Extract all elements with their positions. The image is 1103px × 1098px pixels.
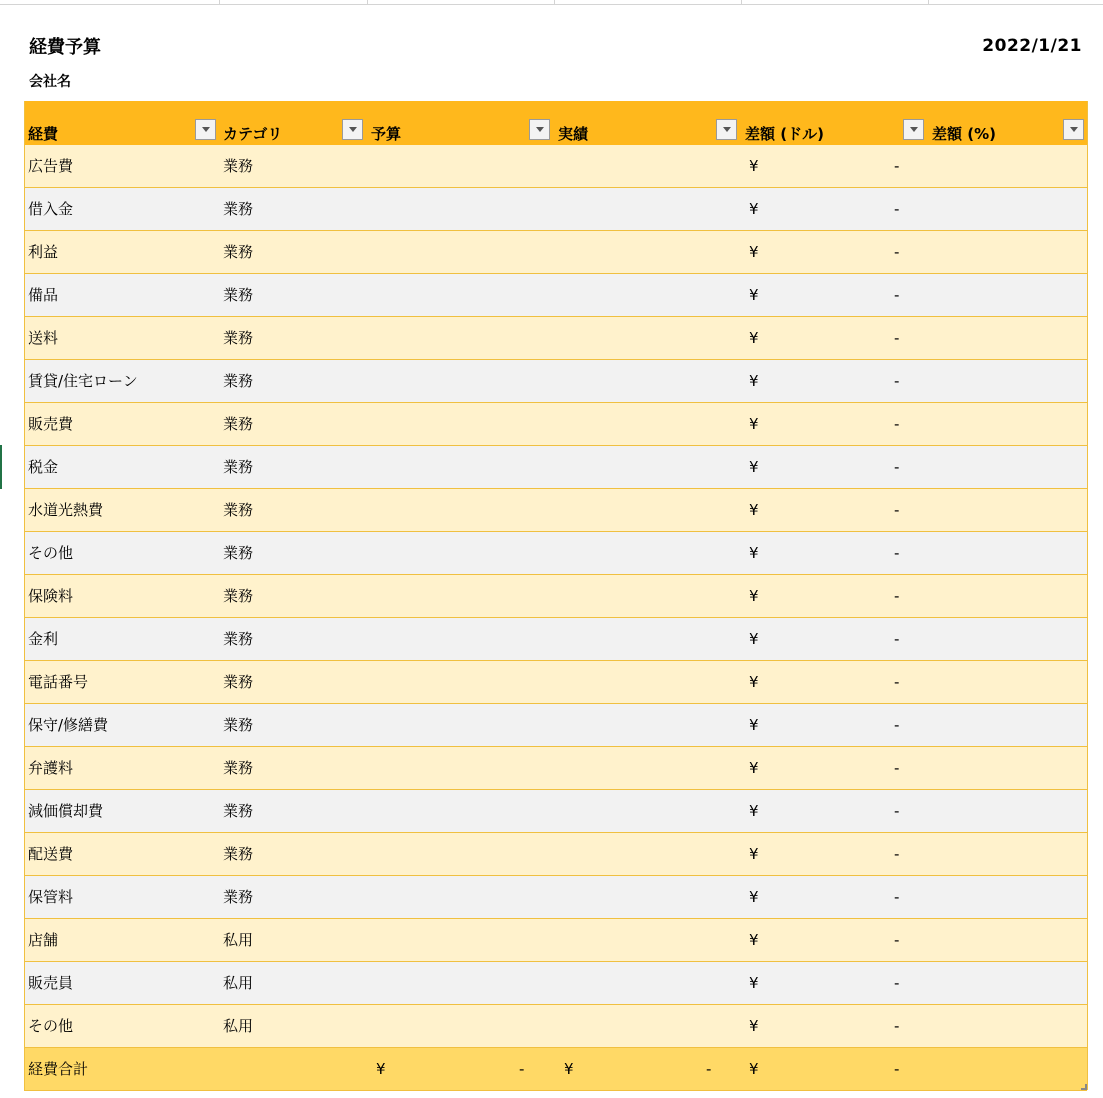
table-row[interactable]: [24, 231, 1087, 274]
diff-yen-cell[interactable]: ¥: [749, 286, 759, 304]
category-cell[interactable]: 業務: [223, 544, 254, 562]
diff-yen-cell[interactable]: ¥: [749, 458, 759, 476]
table-row[interactable]: [24, 618, 1087, 661]
filter-actual-button[interactable]: [716, 119, 737, 140]
diff-pct-cell[interactable]: -: [894, 243, 900, 261]
expense-cell[interactable]: 送料: [28, 329, 59, 347]
diff-pct-cell[interactable]: -: [894, 415, 900, 433]
diff-yen-cell[interactable]: ¥: [749, 200, 759, 218]
chevron-down-icon: [1070, 127, 1078, 132]
category-cell[interactable]: 業務: [223, 286, 254, 304]
diff-pct-cell[interactable]: -: [894, 1017, 900, 1035]
expense-cell[interactable]: その他: [28, 544, 74, 562]
diff-pct-cell[interactable]: -: [894, 716, 900, 734]
chevron-down-icon: [202, 127, 210, 132]
grid-column-line: [928, 0, 929, 4]
filter-category-button[interactable]: [342, 119, 363, 140]
header-diff-yen[interactable]: [741, 101, 928, 145]
category-cell[interactable]: 業務: [223, 587, 254, 605]
table-row[interactable]: [24, 274, 1087, 317]
diff-yen-cell[interactable]: ¥: [749, 931, 759, 949]
expense-cell[interactable]: 弁護料: [28, 759, 74, 777]
diff-yen-cell[interactable]: ¥: [749, 974, 759, 992]
table-row[interactable]: [24, 661, 1087, 704]
chevron-down-icon: [536, 127, 544, 132]
filter-expense-button[interactable]: [195, 119, 216, 140]
expense-cell[interactable]: 保険料: [28, 587, 74, 605]
expense-cell[interactable]: 利益: [28, 243, 59, 261]
category-cell[interactable]: 業務: [223, 157, 254, 175]
diff-pct-cell[interactable]: -: [894, 802, 900, 820]
total-diff-pct[interactable]: -: [894, 1060, 900, 1078]
expense-cell[interactable]: 賃貸/住宅ローン: [28, 372, 138, 390]
diff-pct-cell[interactable]: -: [894, 845, 900, 863]
category-cell[interactable]: 業務: [223, 243, 254, 261]
table-row[interactable]: [24, 532, 1087, 575]
table-row[interactable]: [24, 790, 1087, 833]
diff-pct-cell[interactable]: -: [894, 673, 900, 691]
table-row[interactable]: [24, 575, 1087, 618]
category-cell[interactable]: 私用: [223, 931, 254, 949]
table-row[interactable]: [24, 833, 1087, 876]
expense-cell[interactable]: 配送費: [28, 845, 74, 863]
expense-cell[interactable]: 税金: [28, 458, 59, 476]
expense-cell[interactable]: 販売費: [28, 415, 74, 433]
header-category-label: カテゴリ: [223, 125, 283, 143]
header-category[interactable]: [219, 101, 367, 145]
table-row[interactable]: [24, 188, 1087, 231]
table-resize-handle[interactable]: [1081, 1084, 1087, 1090]
category-cell[interactable]: 業務: [223, 630, 254, 648]
diff-yen-cell[interactable]: ¥: [749, 716, 759, 734]
diff-yen-cell[interactable]: ¥: [749, 587, 759, 605]
diff-yen-cell[interactable]: ¥: [749, 157, 759, 175]
header-budget-label: 予算: [371, 125, 402, 143]
filter-budget-button[interactable]: [529, 119, 550, 140]
total-budget-value[interactable]: -: [519, 1060, 525, 1078]
diff-yen-cell[interactable]: ¥: [749, 759, 759, 777]
category-cell[interactable]: 業務: [223, 501, 254, 519]
category-cell[interactable]: 業務: [223, 329, 254, 347]
table-row[interactable]: [24, 747, 1087, 790]
active-row-marker: [0, 445, 2, 489]
diff-yen-cell[interactable]: ¥: [749, 329, 759, 347]
diff-pct-cell[interactable]: -: [894, 587, 900, 605]
header-diff-yen-label: 差額 (ドル): [745, 125, 824, 143]
table-row[interactable]: [24, 317, 1087, 360]
header-actual[interactable]: [554, 101, 741, 145]
filter-diff-pct-button[interactable]: [1063, 119, 1084, 140]
category-cell[interactable]: 業務: [223, 415, 254, 433]
table-header-row: [24, 101, 1087, 145]
diff-yen-cell[interactable]: ¥: [749, 888, 759, 906]
filter-diff-yen-button[interactable]: [903, 119, 924, 140]
diff-pct-cell[interactable]: -: [894, 329, 900, 347]
category-cell[interactable]: 業務: [223, 458, 254, 476]
header-diff-pct-label: 差額 (%): [932, 125, 996, 143]
diff-pct-cell[interactable]: -: [894, 888, 900, 906]
diff-pct-cell[interactable]: -: [894, 372, 900, 390]
total-label-cell[interactable]: 経費合計: [28, 1060, 89, 1078]
table-row[interactable]: [24, 360, 1087, 403]
total-row[interactable]: [24, 1048, 1087, 1091]
expense-cell[interactable]: 減価償却費: [28, 802, 104, 820]
table-row[interactable]: [24, 962, 1087, 1005]
header-diff-pct[interactable]: [928, 101, 1087, 145]
expense-table: [24, 101, 1087, 1091]
diff-yen-cell[interactable]: ¥: [749, 243, 759, 261]
chevron-down-icon: [723, 127, 731, 132]
expense-cell[interactable]: その他: [28, 1017, 74, 1035]
expense-cell[interactable]: 備品: [28, 286, 59, 304]
category-cell[interactable]: 私用: [223, 1017, 254, 1035]
diff-yen-cell[interactable]: ¥: [749, 372, 759, 390]
expense-cell[interactable]: 電話番号: [28, 673, 89, 691]
diff-pct-cell[interactable]: -: [894, 286, 900, 304]
diff-yen-cell[interactable]: ¥: [749, 1017, 759, 1035]
table-row[interactable]: [24, 446, 1087, 489]
diff-yen-cell[interactable]: ¥: [749, 415, 759, 433]
category-cell[interactable]: 業務: [223, 200, 254, 218]
category-cell[interactable]: 業務: [223, 802, 254, 820]
diff-yen-cell[interactable]: ¥: [749, 630, 759, 648]
expense-cell[interactable]: 販売員: [28, 974, 74, 992]
diff-pct-cell[interactable]: -: [894, 501, 900, 519]
diff-pct-cell[interactable]: -: [894, 544, 900, 562]
table-row[interactable]: [24, 489, 1087, 532]
header-expense[interactable]: [24, 101, 219, 145]
expense-cell[interactable]: 水道光熱費: [28, 501, 104, 519]
category-cell[interactable]: 業務: [223, 759, 254, 777]
total-actual-yen[interactable]: ¥: [564, 1060, 574, 1078]
category-cell[interactable]: 業務: [223, 372, 254, 390]
grid-column-line: [741, 0, 742, 4]
company-name-cell[interactable]: 会社名: [29, 74, 71, 90]
category-cell[interactable]: 私用: [223, 974, 254, 992]
diff-yen-cell[interactable]: ¥: [749, 845, 759, 863]
category-cell[interactable]: 業務: [223, 716, 254, 734]
expense-cell[interactable]: 金利: [28, 630, 59, 648]
expense-cell[interactable]: 借入金: [28, 200, 74, 218]
table-row[interactable]: [24, 876, 1087, 919]
diff-yen-cell[interactable]: ¥: [749, 802, 759, 820]
diff-yen-cell[interactable]: ¥: [749, 673, 759, 691]
diff-pct-cell[interactable]: -: [894, 931, 900, 949]
grid-column-line: [554, 0, 555, 4]
diff-pct-cell[interactable]: -: [894, 759, 900, 777]
total-diff-yen[interactable]: ¥: [749, 1060, 759, 1078]
expense-cell[interactable]: 保守/修繕費: [28, 716, 109, 734]
category-cell[interactable]: 業務: [223, 845, 254, 863]
table-row[interactable]: [24, 145, 1087, 188]
table-row[interactable]: [24, 919, 1087, 962]
category-cell[interactable]: 業務: [223, 673, 254, 691]
grid-column-line: [367, 0, 368, 4]
total-actual-value[interactable]: -: [706, 1060, 712, 1078]
table-row[interactable]: [24, 704, 1087, 747]
diff-pct-cell[interactable]: -: [894, 200, 900, 218]
category-cell[interactable]: 業務: [223, 888, 254, 906]
date-cell[interactable]: 2022/1/21: [982, 36, 1082, 56]
header-budget[interactable]: [367, 101, 554, 145]
header-expense-label: 経費: [28, 125, 59, 143]
chevron-down-icon: [910, 127, 918, 132]
page-title[interactable]: 経費予算: [29, 37, 101, 58]
total-budget-yen[interactable]: ¥: [376, 1060, 386, 1078]
diff-pct-cell[interactable]: -: [894, 458, 900, 476]
diff-pct-cell[interactable]: -: [894, 630, 900, 648]
diff-yen-cell[interactable]: ¥: [749, 544, 759, 562]
table-row[interactable]: [24, 403, 1087, 446]
diff-pct-cell[interactable]: -: [894, 974, 900, 992]
table-row[interactable]: [24, 1005, 1087, 1048]
chevron-down-icon: [349, 127, 357, 132]
spreadsheet-gridlines: [0, 0, 1103, 5]
header-actual-label: 実績: [558, 125, 589, 143]
grid-column-line: [219, 0, 220, 4]
expense-cell[interactable]: 広告費: [28, 157, 74, 175]
expense-cell[interactable]: 店舗: [28, 931, 59, 949]
expense-cell[interactable]: 保管料: [28, 888, 74, 906]
diff-yen-cell[interactable]: ¥: [749, 501, 759, 519]
diff-pct-cell[interactable]: -: [894, 157, 900, 175]
